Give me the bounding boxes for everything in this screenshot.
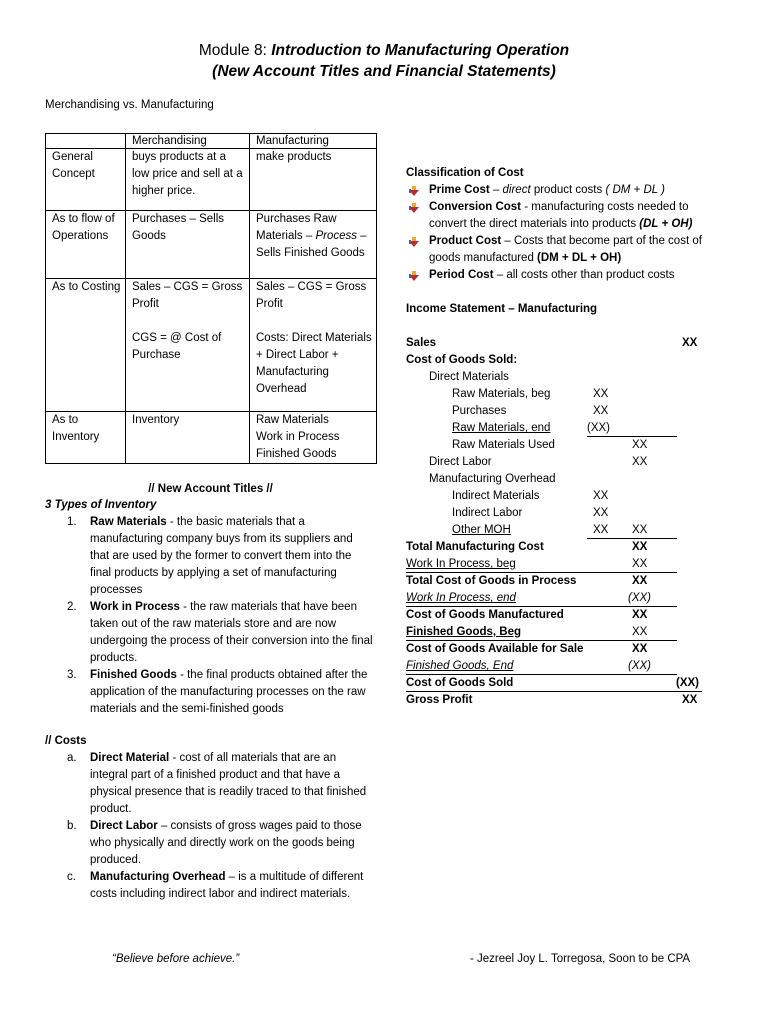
cell-merch: buys products at a low price and sell at a higher price.	[126, 149, 250, 211]
list-item: Product Cost – Costs that become part of the cost of goods manufactured (DM + DL + OH)	[406, 233, 726, 267]
table-row	[46, 149, 377, 211]
is-line: Finished Goods, Beg XX	[406, 624, 726, 641]
is-line: Total Cost of Goods in Process XX	[406, 575, 648, 587]
comparison-table	[45, 133, 377, 464]
arrow-bullet-icon	[409, 271, 419, 281]
costs-heading: // Costs	[45, 735, 87, 747]
cell-manuf: make products	[250, 149, 377, 211]
is-line: Purchases XX	[452, 405, 609, 417]
is-line: Cost of Goods Manufactured XX	[406, 609, 648, 621]
is-line: Raw Materials Used XX	[452, 439, 648, 451]
account-titles-heading: // New Account Titles //	[148, 483, 273, 495]
table-header-empty	[46, 134, 126, 149]
classification-heading: Classification of Cost	[406, 167, 524, 179]
is-line: Finished Goods, End (XX)	[406, 658, 726, 675]
is-line: Cost of Goods Sold (XX)	[406, 675, 726, 692]
is-line: Sales XX	[406, 337, 698, 349]
income-statement-heading: Income Statement – Manufacturing	[406, 303, 598, 315]
cell-merch: Inventory	[126, 412, 250, 464]
list-item: Prime Cost – direct product costs ( DM + DL )	[406, 182, 726, 199]
is-line: Total Manufacturing Cost XX	[406, 541, 648, 553]
is-line: Cost of Goods Sold:	[406, 354, 518, 366]
table-row	[46, 279, 377, 412]
footer-quote: “Believe before achieve.”	[112, 953, 240, 965]
list-item: b. Direct Labor – consists of gross wages paid to those who physically and directly work on the goods being produced.	[67, 820, 362, 866]
list-item: Period Cost – all costs other than product costs	[406, 267, 726, 284]
is-line: Gross Profit XX	[406, 694, 698, 706]
classification-list	[406, 182, 726, 284]
table-row	[46, 211, 377, 279]
table-header-manufacturing: Manufacturing	[250, 134, 377, 149]
inventory-types-heading: 3 Types of Inventory	[45, 499, 157, 511]
cell-merch: Purchases – Sells Goods	[126, 211, 250, 279]
is-line: Indirect Materials XX	[452, 490, 609, 502]
income-statement	[406, 335, 726, 709]
cell-manuf: Sales – CGS = Gross Profit Costs: Direct Materials + Direct Labor + Manufacturing Overhead	[250, 279, 377, 412]
is-line: Work In Process, beg XX	[406, 556, 726, 573]
is-line: Manufacturing Overhead	[429, 473, 556, 485]
list-item: c. Manufacturing Overhead – is a multitude of different costs including indirect labor and indirect materials.	[67, 871, 364, 900]
row-label: General Concept	[46, 149, 126, 211]
row-label: As to Costing	[46, 279, 126, 412]
is-line: Direct Labor XX	[429, 456, 648, 468]
page-title: Module 8: Introduction to Manufacturing Operation	[198, 42, 570, 59]
cell-manuf: Purchases Raw Materials – Process – Sells Finished Goods	[250, 211, 377, 279]
arrow-bullet-icon	[409, 237, 419, 247]
list-item: Conversion Cost - manufacturing costs needed to convert the direct materials into products (DL + OH)	[406, 199, 726, 233]
arrow-bullet-icon	[409, 203, 419, 213]
page-subtitle: (New Account Titles and Financial Statements)	[212, 63, 556, 80]
list-item: 2. Work in Process - the raw materials that have been taken out of the raw materials store and are now undergoing the process of their conversion into the final products.	[67, 601, 373, 664]
row-label: As to Inventory	[46, 412, 126, 464]
comparison-heading: Merchandising vs. Manufacturing	[45, 99, 214, 111]
arrow-bullet-icon	[409, 186, 419, 196]
cell-manuf: Raw Materials Work in Process Finished Goods	[250, 412, 377, 464]
list-item: 1. Raw Materials - the basic materials that a manufacturing company buys from its suppliers and that are used by the former to convert them into the final products by applying a set of manufacturing processes	[67, 516, 353, 596]
is-line: Direct Materials	[429, 371, 509, 383]
is-line: Other MOH XX XX	[406, 522, 726, 539]
table-row	[46, 412, 377, 464]
row-label: As to flow of Operations	[46, 211, 126, 279]
list-item: a. Direct Material - cost of all materials that are an integral part of a finished product and that have a physical presence that is readily traced to that finished product.	[67, 752, 367, 815]
footer-author: - Jezreel Joy L. Torregosa, Soon to be CPA	[470, 953, 691, 965]
is-line: Indirect Labor XX	[452, 507, 609, 519]
is-line: Raw Materials, beg XX	[452, 388, 609, 400]
cell-merch: Sales – CGS = Gross Profit CGS = @ Cost of Purchase	[126, 279, 250, 412]
costs-list	[45, 750, 373, 903]
is-line: Work In Process, end (XX)	[406, 590, 726, 607]
is-line: Cost of Goods Available for Sale XX	[406, 643, 648, 655]
is-line: Raw Materials, end (XX)	[406, 420, 726, 437]
inventory-list	[45, 514, 373, 718]
list-item: 3. Finished Goods - the final products obtained after the application of the manufacturing processes on the raw materials and the semi-finished goods	[67, 669, 368, 715]
table-header-row	[46, 134, 377, 149]
table-header-merchandising: Merchandising	[126, 134, 250, 149]
